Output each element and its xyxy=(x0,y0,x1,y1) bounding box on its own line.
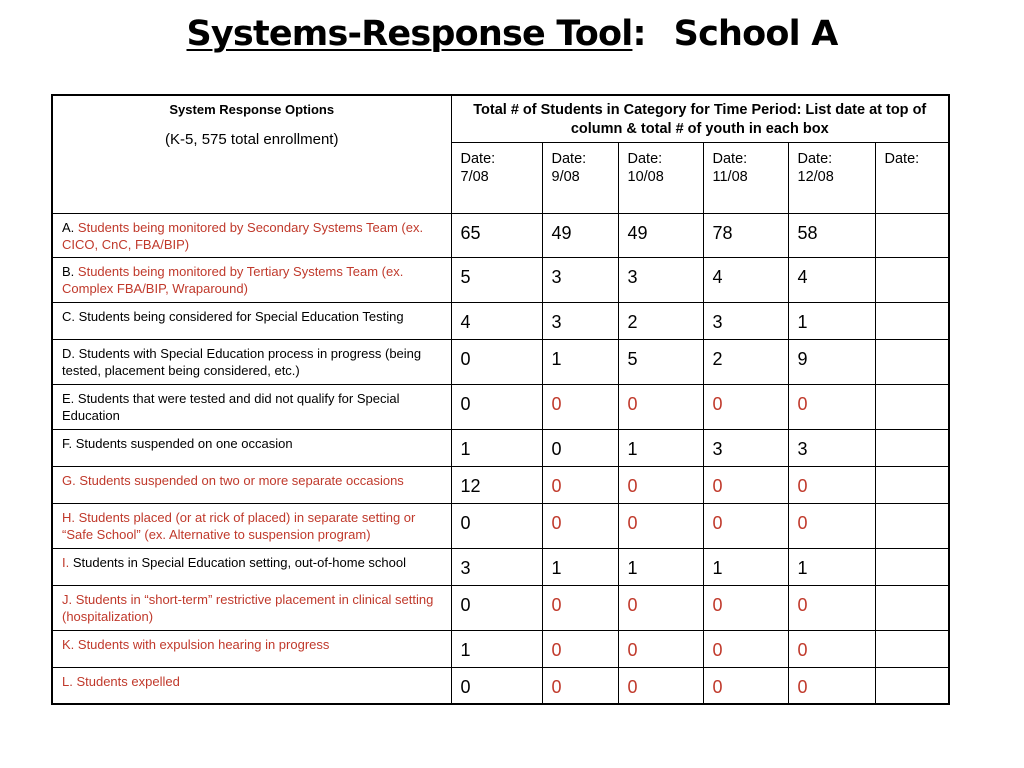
title-colon: : xyxy=(632,14,646,54)
count-cell: 0 xyxy=(788,503,875,548)
category-text: D. Students with Special Education process in progress (being tested, placement being considered, etc.) xyxy=(62,345,422,378)
count-cell: 1 xyxy=(451,429,542,466)
count-cell: 0 xyxy=(451,384,542,429)
count-cell: 1 xyxy=(542,548,618,585)
table-row xyxy=(52,585,949,630)
count-cell: 78 xyxy=(703,213,788,257)
count-cell: 4 xyxy=(703,257,788,302)
date-header-cell xyxy=(875,142,949,213)
count-cell: 49 xyxy=(542,213,618,257)
count-cell: 0 xyxy=(703,466,788,503)
category-text: G. Students suspended on two or more separate occasions xyxy=(62,472,404,488)
enrollment-note: (K-5, 575 total enrollment) xyxy=(165,131,339,148)
date-label: Date: xyxy=(884,150,920,167)
date-label: Date: xyxy=(460,150,496,167)
count-cell: 0 xyxy=(451,503,542,548)
count-cell: 0 xyxy=(618,503,703,548)
date-label: Date: xyxy=(551,150,587,167)
count-cell: 0 xyxy=(618,466,703,503)
count-cell: 0 xyxy=(703,667,788,704)
count-cell: 0 xyxy=(788,667,875,704)
category-cell xyxy=(52,213,451,257)
table-row xyxy=(52,667,949,704)
date-value: 11/08 xyxy=(712,168,748,185)
category-cell xyxy=(52,466,451,503)
count-cell xyxy=(875,548,949,585)
category-text: Students being monitored by Tertiary Systems Team (ex. Complex FBA/BIP, Wraparound) xyxy=(62,263,404,296)
category-text: L. Students expelled xyxy=(62,673,180,689)
count-cell xyxy=(875,630,949,667)
count-cell: 0 xyxy=(618,667,703,704)
date-label: Date: xyxy=(797,150,833,167)
count-cell: 0 xyxy=(542,667,618,704)
count-cell: 2 xyxy=(703,339,788,384)
page-title xyxy=(0,8,1024,60)
count-cell xyxy=(875,429,949,466)
count-cell xyxy=(875,585,949,630)
count-cell: 1 xyxy=(618,548,703,585)
count-cell: 0 xyxy=(542,429,618,466)
date-header-cell xyxy=(618,142,703,213)
count-cell: 1 xyxy=(703,548,788,585)
category-text: Students being monitored by Secondary Systems Team (ex. CICO, CnC, FBA/BIP) xyxy=(62,219,424,252)
count-cell: 0 xyxy=(788,585,875,630)
count-cell: 0 xyxy=(451,667,542,704)
count-cell: 0 xyxy=(618,630,703,667)
count-cell: 0 xyxy=(542,384,618,429)
date-value: 9/08 xyxy=(551,168,580,185)
date-header-cell xyxy=(451,142,542,213)
category-cell xyxy=(52,339,451,384)
count-cell: 4 xyxy=(451,302,542,339)
title-tool-name: Systems-Response Tool xyxy=(186,14,633,54)
count-cell xyxy=(875,384,949,429)
count-cell: 0 xyxy=(703,585,788,630)
category-letter: B. xyxy=(62,263,75,279)
count-cell: 65 xyxy=(451,213,542,257)
count-cell xyxy=(875,213,949,257)
count-cell: 0 xyxy=(542,630,618,667)
count-cell: 3 xyxy=(788,429,875,466)
count-cell: 5 xyxy=(451,257,542,302)
table-row xyxy=(52,384,949,429)
category-cell xyxy=(52,384,451,429)
count-cell: 0 xyxy=(542,585,618,630)
category-letter: I. xyxy=(62,554,70,570)
table-row xyxy=(52,429,949,466)
count-cell: 3 xyxy=(618,257,703,302)
options-label: System Response Options xyxy=(169,102,335,117)
count-cell: 0 xyxy=(788,466,875,503)
category-text: F. Students suspended on one occasion xyxy=(62,435,293,451)
count-cell: 0 xyxy=(451,339,542,384)
count-cell xyxy=(875,466,949,503)
count-cell xyxy=(875,339,949,384)
date-label: Date: xyxy=(627,150,663,167)
count-cell: 58 xyxy=(788,213,875,257)
category-text: E. Students that were tested and did not qualify for Special Education xyxy=(62,390,400,423)
category-text: Students in Special Education setting, out-of-home school xyxy=(72,554,407,570)
category-letter: A. xyxy=(62,219,75,235)
time-period-header: Total # of Students in Category for Time Period: List date at top of column & total # of youth in each box xyxy=(451,95,949,142)
count-cell: 5 xyxy=(618,339,703,384)
count-cell xyxy=(875,503,949,548)
header-row xyxy=(52,95,949,142)
date-header-cell xyxy=(703,142,788,213)
count-cell: 0 xyxy=(703,630,788,667)
date-value: 10/08 xyxy=(627,168,664,185)
table-row xyxy=(52,213,949,257)
category-cell xyxy=(52,585,451,630)
count-cell: 1 xyxy=(618,429,703,466)
count-cell: 9 xyxy=(788,339,875,384)
category-cell xyxy=(52,302,451,339)
date-header-cell xyxy=(542,142,618,213)
count-cell: 1 xyxy=(788,302,875,339)
table-row xyxy=(52,548,949,585)
count-cell: 0 xyxy=(542,466,618,503)
count-cell: 3 xyxy=(703,429,788,466)
count-cell: 4 xyxy=(788,257,875,302)
category-cell xyxy=(52,429,451,466)
options-header-cell xyxy=(52,95,451,213)
count-cell: 3 xyxy=(703,302,788,339)
category-cell xyxy=(52,503,451,548)
category-text: K. Students with expulsion hearing in progress xyxy=(62,636,330,652)
count-cell: 0 xyxy=(618,384,703,429)
count-cell: 1 xyxy=(788,548,875,585)
count-cell: 0 xyxy=(788,384,875,429)
category-cell xyxy=(52,257,451,302)
date-header-cell xyxy=(788,142,875,213)
category-text: C. Students being considered for Special Education Testing xyxy=(62,308,404,324)
count-cell: 0 xyxy=(618,585,703,630)
count-cell: 2 xyxy=(618,302,703,339)
category-cell xyxy=(52,548,451,585)
date-value: 7/08 xyxy=(460,168,489,185)
title-school: School A xyxy=(673,14,838,54)
count-cell xyxy=(875,302,949,339)
table-row xyxy=(52,302,949,339)
count-cell: 3 xyxy=(542,257,618,302)
category-cell xyxy=(52,630,451,667)
count-cell: 3 xyxy=(542,302,618,339)
table-row xyxy=(52,339,949,384)
systems-response-table xyxy=(51,94,950,705)
category-cell xyxy=(52,667,451,704)
count-cell: 1 xyxy=(451,630,542,667)
table-row xyxy=(52,466,949,503)
count-cell: 49 xyxy=(618,213,703,257)
table-row xyxy=(52,630,949,667)
count-cell xyxy=(875,257,949,302)
count-cell: 1 xyxy=(542,339,618,384)
date-label: Date: xyxy=(712,150,748,167)
count-cell: 0 xyxy=(451,585,542,630)
count-cell: 0 xyxy=(542,503,618,548)
table-row xyxy=(52,257,949,302)
count-cell: 0 xyxy=(703,503,788,548)
category-text: J. Students in “short-term” restrictive placement in clinical setting (hospitalization) xyxy=(62,591,434,624)
count-cell: 12 xyxy=(451,466,542,503)
count-cell xyxy=(875,667,949,704)
category-text: H. Students placed (or at rick of placed) in separate setting or “Safe School” (ex. Alternative to suspension program) xyxy=(62,509,416,542)
count-cell: 3 xyxy=(451,548,542,585)
table-row xyxy=(52,503,949,548)
count-cell: 0 xyxy=(703,384,788,429)
date-value: 12/08 xyxy=(797,168,834,185)
count-cell: 0 xyxy=(788,630,875,667)
